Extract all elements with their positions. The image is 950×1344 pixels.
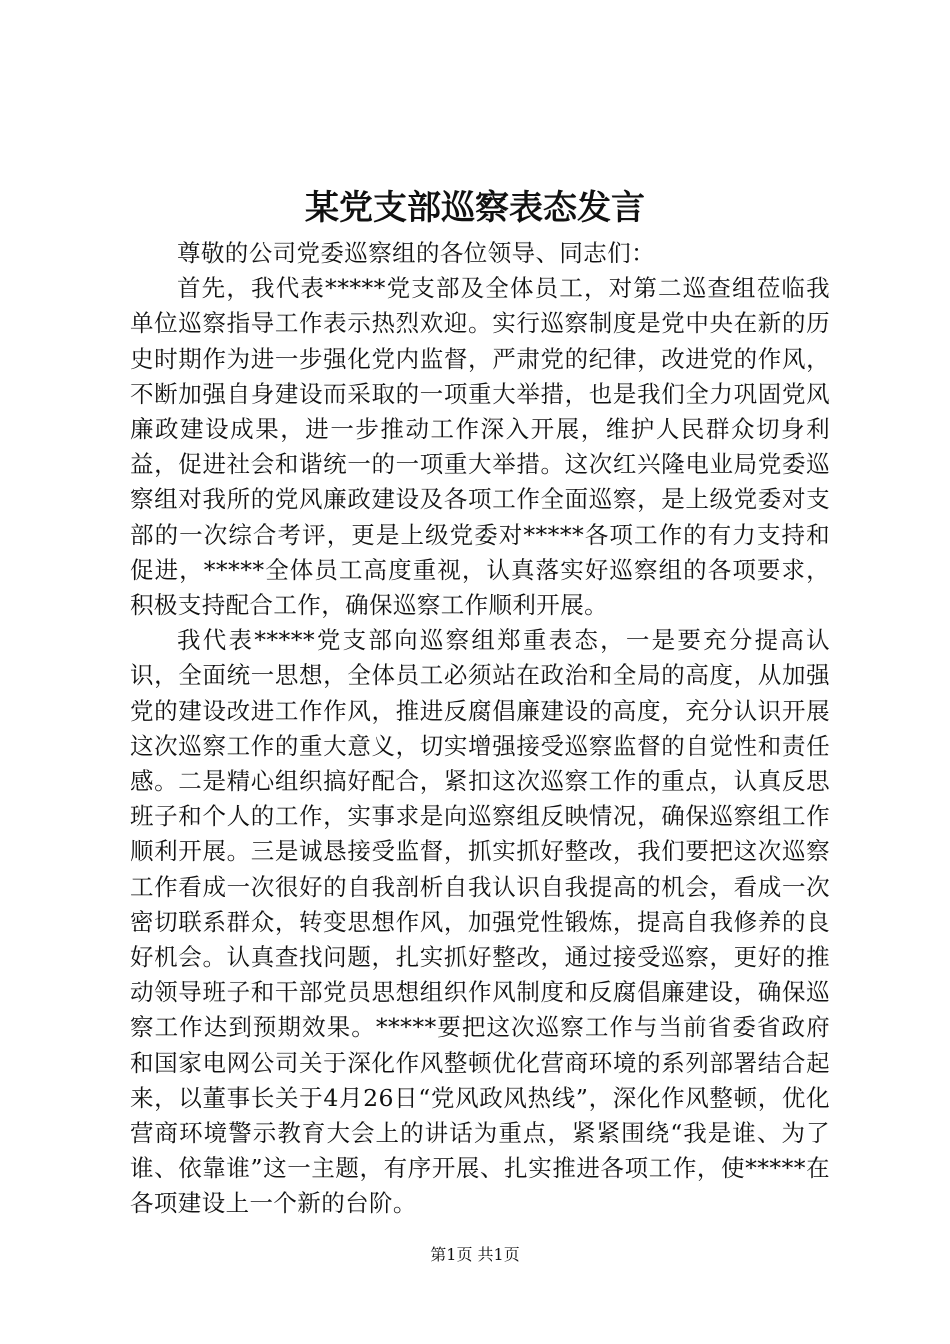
paragraph-welcome: 首先，我代表*****党支部及全体员工，对第二巡查组莅临我单位巡察指导工作表示热烈欢迎。实行巡察制度是党中央在新的历史时期作为进一步强化党内监督，严肃党的纪律，改进党的作风，不断加强自身建设而采取的一项重大举措，也是我们全力巩固党风廉政建设成果，进一步推动工作深入开展，维护人民群众切身利益，促进社会和谐统一的一项重大举措。这次红兴隆电业局党委巡察组对我所的党风廉政建设及各项工作全面巡察，是上级党委对支部的一次综合考评，更是上级党委对*****各项工作的有力支持和促进，*****全体员工高度重视，认真落实好巡察组的各项要求，积极支持配合工作，确保巡察工作顺利开展。 [130, 274, 830, 620]
paragraph-salutation: 尊敬的公司党委巡察组的各位领导、同志们： [177, 239, 655, 267]
document-title: 某党支部巡察表态发言 [305, 188, 645, 228]
document-body [130, 236, 830, 1222]
page-footer: 第1页 共1页 [430, 1245, 520, 1264]
paragraph-pledge: 我代表*****党支部向巡察组郑重表态，一是要充分提高认识，全面统一思想，全体员工必须站在政治和全局的高度，从加强党的建设改进工作作风，推进反腐倡廉建设的高度，充分认识开展这次巡察工作的重大意义，切实增强接受巡察监督的自觉性和责任感。二是精心组织搞好配合，紧扣这次巡察工作的重点，认真反思班子和个人的工作，实事求是向巡察组反映情况，确保巡察组工作顺利开展。三是诚恳接受监督，抓实抓好整改，我们要把这次巡察工作看成一次很好的自我剖析自我认识自我提高的机会，看成一次密切联系群众，转变思想作风，加强党性锻炼，提高自我修养的良好机会。认真查找问题，扎实抓好整改，通过接受巡察，更好的推动领导班子和干部党员思想组织作风制度和反腐倡廉建设，确保巡察工作达到预期效果。*****要把这次巡察工作与当前省委省政府和国家电网公司关于深化作风整顿优化营商环境的系列部署结合起来，以董事长关于4月26日“党风政风热线”，深化作风整顿，优化营商环境警示教育大会上的讲话为重点，紧紧围绕“我是谁、为了谁、依靠谁”这一主题，有序开展、扎实推进各项工作，使*****在各项建设上一个新的台阶。 [130, 626, 830, 1218]
